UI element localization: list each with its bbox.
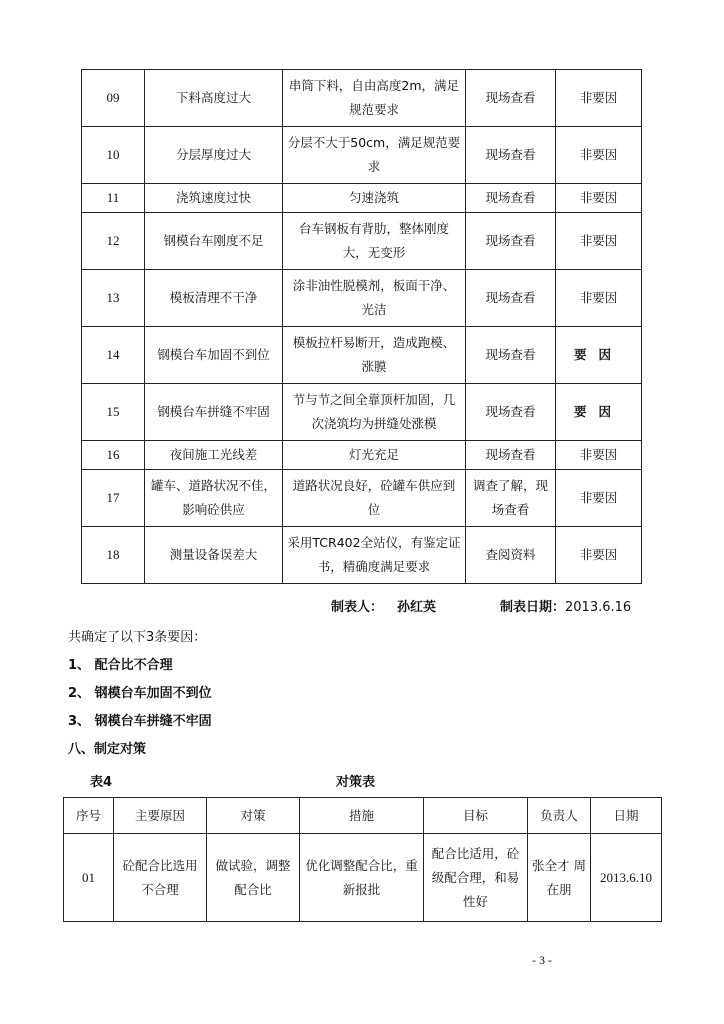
confirmation-method: 现场查看 (466, 184, 556, 213)
confirmation-text: 道路状况良好，砼罐车供应到位 (283, 470, 466, 527)
factor-name: 钢模台车加固不到位 (145, 327, 283, 384)
factor-row (82, 441, 642, 470)
confirmation-method: 现场查看 (466, 270, 556, 327)
main-cause-3: 3、 钢模台车拼缝不牢固 (68, 714, 212, 729)
maker-name: 孙红英 (397, 600, 437, 615)
strategy-header-cell: 措施 (300, 798, 424, 834)
factor-name: 模板清理不干净 (145, 270, 283, 327)
date-label: 制表日期： (500, 600, 566, 615)
table-maker (331, 596, 436, 615)
strategy-header-cell: 日期 (591, 798, 662, 834)
section-heading: 八、制定对策 (68, 742, 147, 757)
confirmation-result: 要因 (556, 327, 642, 384)
confirmation-method: 查阅资料 (466, 527, 556, 584)
factor-number: 13 (82, 270, 145, 327)
confirmation-result: 非要因 (556, 213, 642, 270)
factor-row (82, 384, 642, 441)
confirmation-method: 现场查看 (466, 384, 556, 441)
summary-intro: 共确定了以下3条要因： (68, 630, 207, 645)
confirmation-result: 非要因 (556, 270, 642, 327)
page-number: - 3 - (532, 953, 552, 967)
confirmation-method: 现场查看 (466, 327, 556, 384)
strategy-table (63, 797, 662, 922)
strategy-header-cell: 目标 (424, 798, 528, 834)
confirmation-method: 现场查看 (466, 441, 556, 470)
confirmation-text: 灯光充足 (283, 441, 466, 470)
main-cause-2: 2、 钢模台车加固不到位 (68, 686, 212, 701)
factor-number: 09 (82, 70, 145, 127)
measure-text: 优化调整配合比，重新报批 (300, 834, 424, 922)
strategy-row (64, 834, 662, 922)
strategy-number: 01 (64, 834, 114, 922)
confirmation-method: 现场查看 (466, 70, 556, 127)
factor-row (82, 70, 642, 127)
factor-number: 16 (82, 441, 145, 470)
strategy-title: 对策表 (336, 775, 376, 790)
factor-name: 夜间施工光线差 (145, 441, 283, 470)
factor-name: 罐车、道路状况不佳，影响砼供应 (145, 470, 283, 527)
confirmation-text: 匀速浇筑 (283, 184, 466, 213)
confirmation-result: 非要因 (556, 441, 642, 470)
owner-text: 张全才 周在朋 (528, 834, 591, 922)
factor-name: 钢模台车刚度不足 (145, 213, 283, 270)
factor-row (82, 127, 642, 184)
strategy-header-cell: 负责人 (528, 798, 591, 834)
main-cause-1: 1、 配合比不合理 (68, 658, 173, 673)
cause-confirmation-table (81, 69, 642, 584)
confirmation-method: 现场查看 (466, 213, 556, 270)
main-cause: 砼配合比选用不合理 (114, 834, 207, 922)
factor-number: 15 (82, 384, 145, 441)
factor-name: 下料高度过大 (145, 70, 283, 127)
strategy-header-cell: 主要原因 (114, 798, 207, 834)
factor-name: 分层厚度过大 (145, 127, 283, 184)
strategy-text: 做试验，调整配合比 (207, 834, 300, 922)
factor-number: 10 (82, 127, 145, 184)
table-label: 表4 (90, 775, 113, 790)
confirmation-text: 涂非油性脱模剂，板面干净、光洁 (283, 270, 466, 327)
factor-number: 18 (82, 527, 145, 584)
confirmation-text: 分层不大于50cm，满足规范要求 (283, 127, 466, 184)
confirmation-text: 采用TCR402全站仪，有鉴定证书，精确度满足要求 (283, 527, 466, 584)
factor-name: 测量设备误差大 (145, 527, 283, 584)
confirmation-result: 非要因 (556, 470, 642, 527)
confirmation-text: 串筒下料，自由高度2m，满足规范要求 (283, 70, 466, 127)
target-text: 配合比适用，砼级配合理，和易性好 (424, 834, 528, 922)
factor-number: 17 (82, 470, 145, 527)
strategy-header-cell: 序号 (64, 798, 114, 834)
factor-row (82, 470, 642, 527)
factor-row (82, 527, 642, 584)
factor-row (82, 270, 642, 327)
factor-number: 14 (82, 327, 145, 384)
strategy-header-cell: 对策 (207, 798, 300, 834)
date-text: 2013.6.10 (591, 834, 662, 922)
factor-row (82, 213, 642, 270)
factor-name: 钢模台车拼缝不牢固 (145, 384, 283, 441)
confirmation-result: 非要因 (556, 127, 642, 184)
confirmation-text: 台车钢板有背肋，整体刚度大，无变形 (283, 213, 466, 270)
factor-number: 11 (82, 184, 145, 213)
confirmation-text: 模板拉杆易断开，造成跑模、涨膜 (283, 327, 466, 384)
confirmation-result: 非要因 (556, 184, 642, 213)
confirmation-result: 非要因 (556, 70, 642, 127)
maker-label: 制表人： (331, 600, 384, 615)
date-value: 2013.6.16 (565, 600, 632, 615)
confirmation-method: 现场查看 (466, 127, 556, 184)
confirmation-result: 要因 (556, 384, 642, 441)
table-date (500, 596, 631, 615)
confirmation-text: 节与节之间全靠顶杆加固，几次浇筑均为拼缝处涨模 (283, 384, 466, 441)
factor-name: 浇筑速度过快 (145, 184, 283, 213)
factor-row (82, 327, 642, 384)
factor-number: 12 (82, 213, 145, 270)
confirmation-result: 非要因 (556, 527, 642, 584)
factor-row (82, 184, 642, 213)
confirmation-method: 调查了解，现场查看 (466, 470, 556, 527)
